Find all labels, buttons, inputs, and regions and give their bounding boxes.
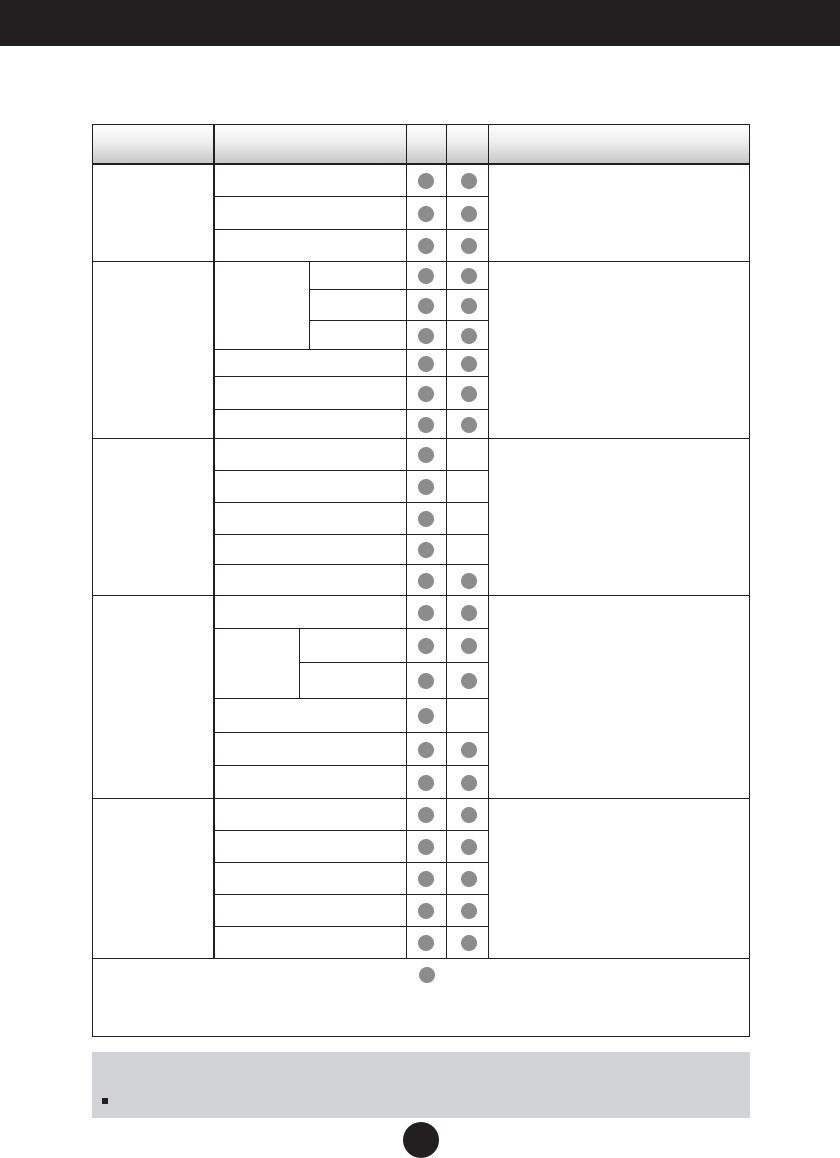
supported-dot-icon: [461, 935, 477, 951]
supported-dot-icon: [461, 839, 477, 855]
supported-dot-icon: [461, 742, 477, 758]
row-divider: [309, 289, 488, 290]
supported-dot-icon: [418, 839, 434, 855]
supported-dot-icon: [418, 356, 434, 372]
supported-dot-icon: [418, 447, 434, 463]
supported-dot-icon: [418, 935, 434, 951]
supported-dot-icon: [418, 573, 434, 589]
group-divider: [93, 595, 749, 596]
supported-dot-icon: [461, 356, 477, 372]
supported-dot-icon: [418, 298, 434, 314]
supported-dot-icon: [418, 206, 434, 222]
supported-dot-icon: [461, 673, 477, 689]
supported-dot-icon: [461, 298, 477, 314]
table-header-row: [93, 125, 749, 165]
supported-dot-icon: [461, 638, 477, 654]
header-cell: [99, 125, 209, 163]
supported-dot-icon: [418, 742, 434, 758]
supported-dot-icon: [418, 386, 434, 402]
supported-dot-icon: [418, 268, 434, 284]
column-line: [446, 125, 447, 959]
supported-dot-icon: [418, 775, 434, 791]
supported-dot-icon: [418, 511, 434, 527]
sub-column-line: [309, 262, 310, 350]
group-divider: [93, 798, 749, 799]
feature-table: [92, 124, 750, 1037]
supported-dot-icon: [461, 871, 477, 887]
supported-dot-icon: [461, 417, 477, 433]
supported-dot-icon: [461, 268, 477, 284]
supported-dot-icon: [418, 238, 434, 254]
column-line: [488, 125, 489, 959]
supported-dot-icon: [419, 967, 435, 983]
supported-dot-icon: [418, 708, 434, 724]
header-cell: [409, 125, 445, 163]
column-line: [406, 125, 407, 959]
supported-dot-icon: [461, 573, 477, 589]
page-title: [92, 80, 752, 110]
row-divider: [299, 662, 488, 663]
supported-dot-icon: [461, 238, 477, 254]
group-divider: [93, 261, 749, 262]
supported-dot-icon: [418, 605, 434, 621]
supported-dot-icon: [461, 173, 477, 189]
supported-dot-icon: [461, 605, 477, 621]
header-cell: [449, 125, 485, 163]
note-box: [92, 1052, 750, 1118]
supported-dot-icon: [418, 673, 434, 689]
supported-dot-icon: [418, 479, 434, 495]
page-number-badge: [403, 1122, 439, 1158]
supported-dot-icon: [461, 903, 477, 919]
supported-dot-icon: [418, 807, 434, 823]
supported-dot-icon: [461, 386, 477, 402]
supported-dot-icon: [461, 807, 477, 823]
sub-column-line: [299, 629, 300, 699]
group-divider: [93, 958, 749, 959]
top-title-bar: [0, 0, 840, 46]
supported-dot-icon: [418, 542, 434, 558]
supported-dot-icon: [461, 328, 477, 344]
row-divider: [309, 320, 488, 321]
supported-dot-icon: [461, 775, 477, 791]
supported-dot-icon: [418, 328, 434, 344]
header-cell: [217, 125, 402, 163]
supported-dot-icon: [418, 173, 434, 189]
supported-dot-icon: [418, 638, 434, 654]
supported-dot-icon: [418, 871, 434, 887]
supported-dot-icon: [418, 417, 434, 433]
column-line: [213, 125, 215, 959]
supported-dot-icon: [461, 206, 477, 222]
bullet-icon: [102, 1098, 108, 1104]
group-divider: [93, 438, 749, 439]
supported-dot-icon: [418, 903, 434, 919]
header-cell: [493, 125, 743, 163]
